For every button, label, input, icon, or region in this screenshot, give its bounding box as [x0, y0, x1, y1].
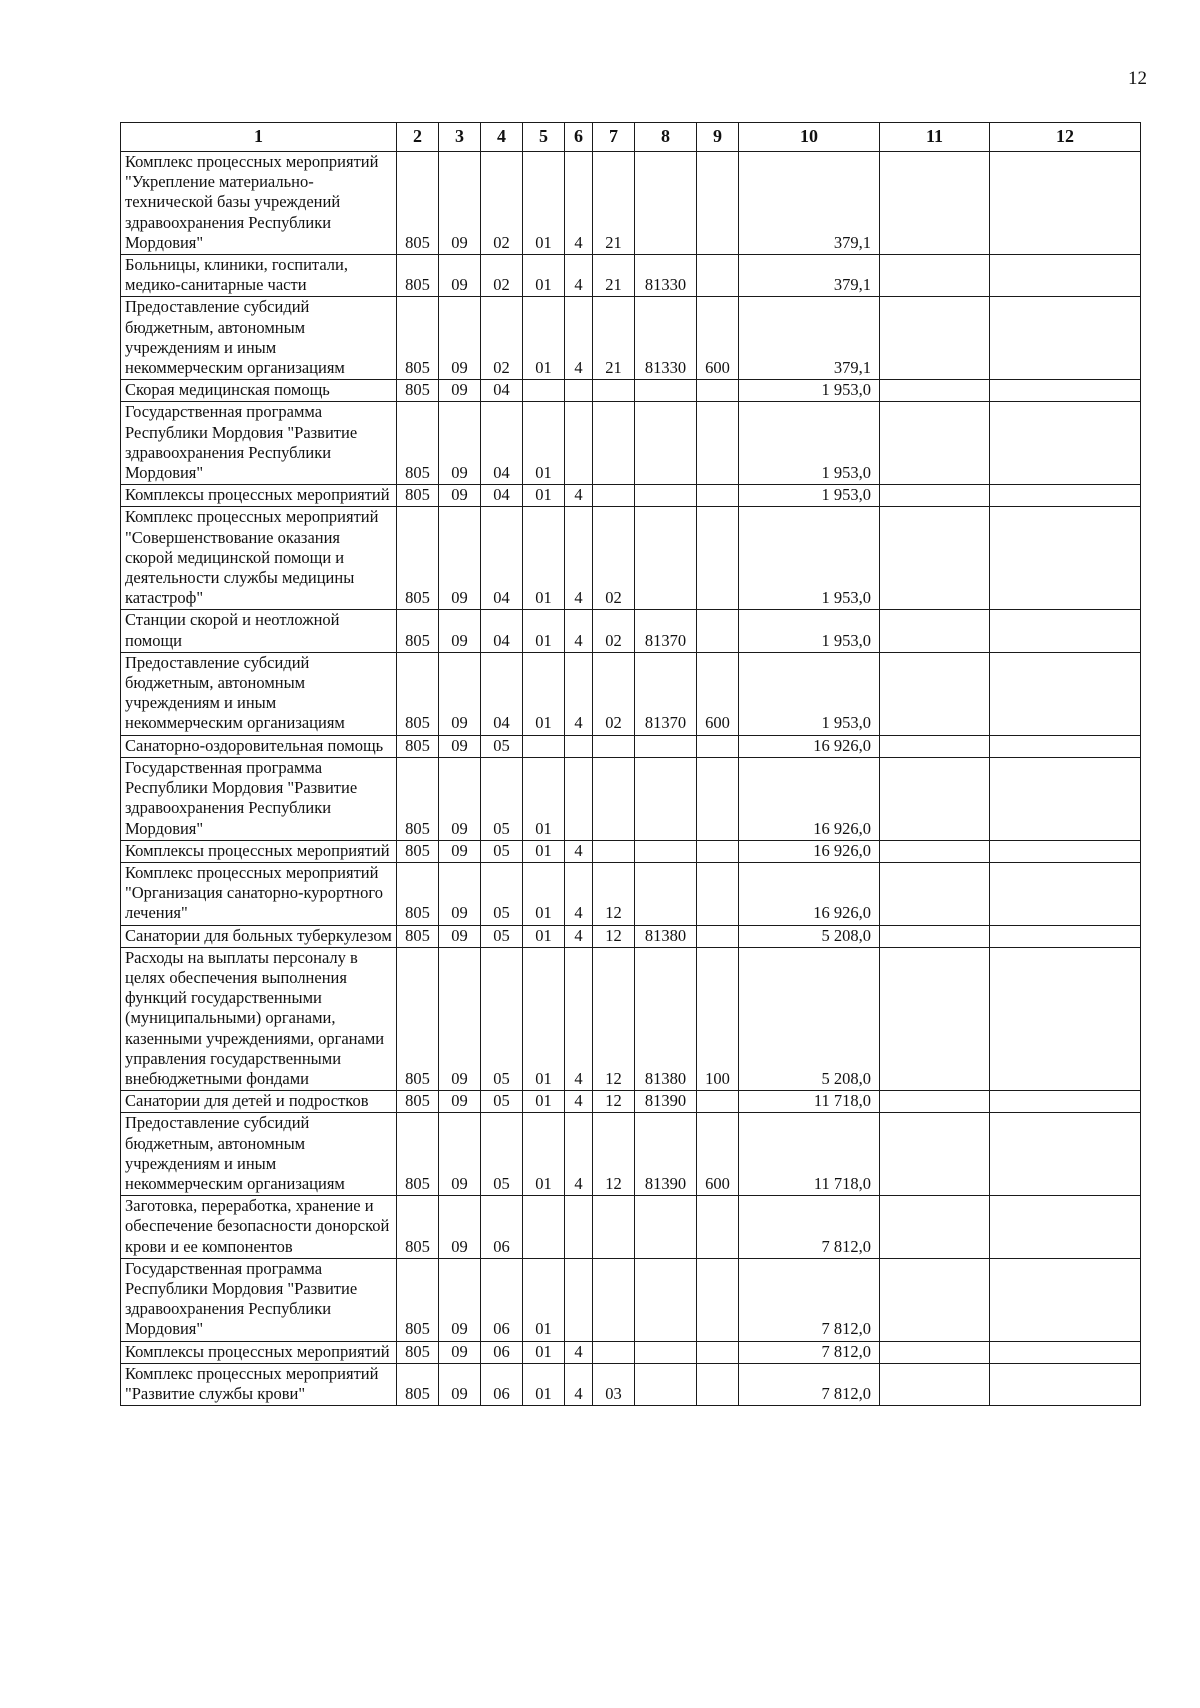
amount-cell: 5 208,0 [739, 925, 880, 947]
column-12-cell [990, 1258, 1141, 1341]
section-code-cell: 09 [439, 925, 481, 947]
program-code-cell: 01 [523, 610, 565, 652]
column-11-cell [880, 380, 990, 402]
structural-element-cell: 21 [593, 255, 635, 297]
direction-code-cell: 81330 [635, 297, 697, 380]
program-type-cell: 4 [565, 1341, 593, 1363]
expense-name-cell: Комплекс процессных мероприятий "Развитие службы крови" [121, 1363, 397, 1405]
amount-cell: 16 926,0 [739, 840, 880, 862]
ministry-code-cell: 805 [397, 652, 439, 735]
structural-element-cell: 12 [593, 862, 635, 925]
column-12-cell [990, 1196, 1141, 1259]
amount-cell: 5 208,0 [739, 947, 880, 1090]
column-12-cell [990, 1363, 1141, 1405]
ministry-code-cell: 805 [397, 152, 439, 255]
ministry-code-cell: 805 [397, 610, 439, 652]
section-code-cell: 09 [439, 485, 481, 507]
column-11-cell [880, 947, 990, 1090]
subsection-code-cell: 02 [481, 152, 523, 255]
section-code-cell: 09 [439, 1258, 481, 1341]
amount-cell: 1 953,0 [739, 610, 880, 652]
column-12-cell [990, 297, 1141, 380]
expense-name-cell: Комплексы процессных мероприятий [121, 840, 397, 862]
subsection-code-cell: 05 [481, 925, 523, 947]
expense-type-cell [697, 255, 739, 297]
program-code-cell: 01 [523, 1258, 565, 1341]
expense-type-cell [697, 610, 739, 652]
expense-type-cell: 600 [697, 652, 739, 735]
column-11-cell [880, 757, 990, 840]
subsection-code-cell: 04 [481, 380, 523, 402]
program-type-cell: 4 [565, 652, 593, 735]
program-code-cell: 01 [523, 862, 565, 925]
expense-name-cell: Комплекс процессных мероприятий "Организация санаторно-курортного лечения" [121, 862, 397, 925]
program-code-cell: 01 [523, 1091, 565, 1113]
section-code-cell: 09 [439, 757, 481, 840]
section-code-cell: 09 [439, 862, 481, 925]
subsection-code-cell: 05 [481, 840, 523, 862]
subsection-code-cell: 06 [481, 1363, 523, 1405]
program-type-cell: 4 [565, 840, 593, 862]
table-row [121, 1091, 1141, 1113]
program-code-cell: 01 [523, 840, 565, 862]
ministry-code-cell: 805 [397, 925, 439, 947]
column-12-cell [990, 1113, 1141, 1196]
ministry-code-cell: 805 [397, 947, 439, 1090]
amount-cell: 1 953,0 [739, 652, 880, 735]
subsection-code-cell: 05 [481, 862, 523, 925]
structural-element-cell: 21 [593, 297, 635, 380]
table-row [121, 297, 1141, 380]
expense-name-cell: Комплекс процессных мероприятий "Совершенствование оказания скорой медицинской помощи и деятельности службы медицины катастроф" [121, 507, 397, 610]
direction-code-cell [635, 1341, 697, 1363]
program-type-cell: 4 [565, 507, 593, 610]
program-code-cell [523, 380, 565, 402]
column-11-cell [880, 402, 990, 485]
structural-element-cell [593, 485, 635, 507]
direction-code-cell [635, 1258, 697, 1341]
column-header: 8 [635, 123, 697, 152]
subsection-code-cell: 05 [481, 1113, 523, 1196]
expense-type-cell: 100 [697, 947, 739, 1090]
expense-type-cell [697, 1258, 739, 1341]
ministry-code-cell: 805 [397, 862, 439, 925]
amount-cell: 11 718,0 [739, 1113, 880, 1196]
program-code-cell [523, 1196, 565, 1259]
amount-cell: 379,1 [739, 255, 880, 297]
direction-code-cell [635, 507, 697, 610]
program-type-cell: 4 [565, 485, 593, 507]
amount-cell: 1 953,0 [739, 485, 880, 507]
section-code-cell: 09 [439, 297, 481, 380]
section-code-cell: 09 [439, 1363, 481, 1405]
expense-type-cell: 600 [697, 1113, 739, 1196]
column-12-cell [990, 925, 1141, 947]
ministry-code-cell: 805 [397, 1091, 439, 1113]
column-header: 1 [121, 123, 397, 152]
column-header: 11 [880, 123, 990, 152]
column-12-cell [990, 757, 1141, 840]
structural-element-cell [593, 757, 635, 840]
column-header: 10 [739, 123, 880, 152]
program-code-cell: 01 [523, 485, 565, 507]
amount-cell: 16 926,0 [739, 757, 880, 840]
column-11-cell [880, 485, 990, 507]
column-header: 2 [397, 123, 439, 152]
subsection-code-cell: 04 [481, 485, 523, 507]
expense-type-cell: 600 [697, 297, 739, 380]
program-type-cell: 4 [565, 1363, 593, 1405]
section-code-cell: 09 [439, 652, 481, 735]
expense-type-cell [697, 757, 739, 840]
expense-type-cell [697, 840, 739, 862]
ministry-code-cell: 805 [397, 507, 439, 610]
structural-element-cell: 12 [593, 1091, 635, 1113]
table-row [121, 1196, 1141, 1259]
expense-name-cell: Предоставление субсидий бюджетным, автономным учреждениям и иным некоммерческим организациям [121, 297, 397, 380]
structural-element-cell [593, 380, 635, 402]
program-code-cell: 01 [523, 1363, 565, 1405]
section-code-cell: 09 [439, 152, 481, 255]
table-row [121, 925, 1141, 947]
structural-element-cell [593, 1258, 635, 1341]
amount-cell: 7 812,0 [739, 1258, 880, 1341]
column-header: 5 [523, 123, 565, 152]
expense-name-cell: Комплекс процессных мероприятий "Укрепление материально-технической базы учреждений здравоохранения Республики Мордовия" [121, 152, 397, 255]
table-row [121, 652, 1141, 735]
section-code-cell: 09 [439, 1091, 481, 1113]
section-code-cell: 09 [439, 380, 481, 402]
expense-name-cell: Государственная программа Республики Мордовия "Развитие здравоохранения Республики Мордовия" [121, 1258, 397, 1341]
column-12-cell [990, 255, 1141, 297]
direction-code-cell [635, 402, 697, 485]
ministry-code-cell: 805 [397, 297, 439, 380]
column-12-cell [990, 507, 1141, 610]
column-12-cell [990, 380, 1141, 402]
subsection-code-cell: 02 [481, 255, 523, 297]
program-code-cell: 01 [523, 925, 565, 947]
expense-name-cell: Скорая медицинская помощь [121, 380, 397, 402]
table-row [121, 1341, 1141, 1363]
table-row [121, 947, 1141, 1090]
program-type-cell: 4 [565, 152, 593, 255]
program-type-cell [565, 757, 593, 840]
amount-cell: 16 926,0 [739, 735, 880, 757]
expense-type-cell [697, 152, 739, 255]
subsection-code-cell: 04 [481, 610, 523, 652]
direction-code-cell [635, 757, 697, 840]
direction-code-cell: 81380 [635, 947, 697, 1090]
expense-name-cell: Станции скорой и неотложной помощи [121, 610, 397, 652]
column-12-cell [990, 1341, 1141, 1363]
subsection-code-cell: 02 [481, 297, 523, 380]
expense-name-cell: Расходы на выплаты персоналу в целях обеспечения выполнения функций государственными (муниципальными) органами, казенными учреждениями, органами управления государственными внебюджетными фондами [121, 947, 397, 1090]
expense-type-cell [697, 862, 739, 925]
program-code-cell: 01 [523, 1341, 565, 1363]
column-11-cell [880, 152, 990, 255]
column-12-cell [990, 862, 1141, 925]
subsection-code-cell: 05 [481, 735, 523, 757]
column-11-cell [880, 862, 990, 925]
direction-code-cell [635, 1196, 697, 1259]
budget-table [120, 122, 1141, 1406]
section-code-cell: 09 [439, 947, 481, 1090]
section-code-cell: 09 [439, 1341, 481, 1363]
ministry-code-cell: 805 [397, 380, 439, 402]
direction-code-cell [635, 735, 697, 757]
amount-cell: 1 953,0 [739, 507, 880, 610]
ministry-code-cell: 805 [397, 255, 439, 297]
structural-element-cell [593, 840, 635, 862]
expense-type-cell [697, 1196, 739, 1259]
expense-name-cell: Предоставление субсидий бюджетным, автономным учреждениям и иным некоммерческим организациям [121, 1113, 397, 1196]
direction-code-cell: 81390 [635, 1113, 697, 1196]
column-11-cell [880, 735, 990, 757]
expense-type-cell [697, 1341, 739, 1363]
column-12-cell [990, 610, 1141, 652]
table-row [121, 757, 1141, 840]
section-code-cell: 09 [439, 840, 481, 862]
structural-element-cell: 02 [593, 652, 635, 735]
program-type-cell [565, 1196, 593, 1259]
ministry-code-cell: 805 [397, 1341, 439, 1363]
expense-type-cell [697, 507, 739, 610]
subsection-code-cell: 05 [481, 1091, 523, 1113]
section-code-cell: 09 [439, 735, 481, 757]
expense-type-cell [697, 402, 739, 485]
structural-element-cell: 12 [593, 1113, 635, 1196]
program-code-cell: 01 [523, 507, 565, 610]
column-header: 7 [593, 123, 635, 152]
structural-element-cell [593, 1196, 635, 1259]
expense-type-cell [697, 485, 739, 507]
amount-cell: 379,1 [739, 297, 880, 380]
section-code-cell: 09 [439, 1196, 481, 1259]
expense-name-cell: Санаторно-оздоровительная помощь [121, 735, 397, 757]
structural-element-cell: 12 [593, 925, 635, 947]
amount-cell: 7 812,0 [739, 1363, 880, 1405]
expense-name-cell: Государственная программа Республики Мордовия "Развитие здравоохранения Республики Мордовия" [121, 402, 397, 485]
structural-element-cell [593, 402, 635, 485]
column-12-cell [990, 1091, 1141, 1113]
column-11-cell [880, 255, 990, 297]
column-12-cell [990, 735, 1141, 757]
table-row [121, 862, 1141, 925]
table-row [121, 380, 1141, 402]
program-type-cell: 4 [565, 947, 593, 1090]
header-row [121, 123, 1141, 152]
column-12-cell [990, 947, 1141, 1090]
ministry-code-cell: 805 [397, 485, 439, 507]
program-code-cell: 01 [523, 757, 565, 840]
direction-code-cell: 81370 [635, 610, 697, 652]
direction-code-cell: 81380 [635, 925, 697, 947]
expense-name-cell: Предоставление субсидий бюджетным, автономным учреждениям и иным некоммерческим организациям [121, 652, 397, 735]
column-12-cell [990, 652, 1141, 735]
table-row [121, 255, 1141, 297]
section-code-cell: 09 [439, 507, 481, 610]
column-11-cell [880, 507, 990, 610]
column-11-cell [880, 840, 990, 862]
column-11-cell [880, 1091, 990, 1113]
column-header: 4 [481, 123, 523, 152]
table-row [121, 507, 1141, 610]
program-type-cell [565, 402, 593, 485]
column-12-cell [990, 840, 1141, 862]
ministry-code-cell: 805 [397, 1258, 439, 1341]
column-11-cell [880, 1113, 990, 1196]
column-11-cell [880, 297, 990, 380]
amount-cell: 11 718,0 [739, 1091, 880, 1113]
direction-code-cell: 81330 [635, 255, 697, 297]
ministry-code-cell: 805 [397, 1363, 439, 1405]
subsection-code-cell: 05 [481, 757, 523, 840]
structural-element-cell [593, 735, 635, 757]
expense-name-cell: Комплексы процессных мероприятий [121, 485, 397, 507]
table-row [121, 1258, 1141, 1341]
direction-code-cell: 81370 [635, 652, 697, 735]
expense-name-cell: Государственная программа Республики Мордовия "Развитие здравоохранения Республики Мордовия" [121, 757, 397, 840]
section-code-cell: 09 [439, 402, 481, 485]
program-type-cell: 4 [565, 610, 593, 652]
column-11-cell [880, 1258, 990, 1341]
program-code-cell [523, 735, 565, 757]
expense-type-cell [697, 735, 739, 757]
column-11-cell [880, 610, 990, 652]
program-type-cell [565, 1258, 593, 1341]
table-row [121, 152, 1141, 255]
expense-name-cell: Санатории для больных туберкулезом [121, 925, 397, 947]
section-code-cell: 09 [439, 255, 481, 297]
table-row [121, 485, 1141, 507]
column-12-cell [990, 402, 1141, 485]
program-code-cell: 01 [523, 152, 565, 255]
program-type-cell: 4 [565, 297, 593, 380]
expense-name-cell: Заготовка, переработка, хранение и обеспечение безопасности донорской крови и ее компонентов [121, 1196, 397, 1259]
program-type-cell: 4 [565, 1113, 593, 1196]
structural-element-cell: 02 [593, 610, 635, 652]
page-number: 12 [1128, 68, 1147, 89]
structural-element-cell: 12 [593, 947, 635, 1090]
section-code-cell: 09 [439, 1113, 481, 1196]
program-code-cell: 01 [523, 255, 565, 297]
subsection-code-cell: 04 [481, 652, 523, 735]
ministry-code-cell: 805 [397, 735, 439, 757]
expense-type-cell [697, 380, 739, 402]
program-code-cell: 01 [523, 652, 565, 735]
section-code-cell: 09 [439, 610, 481, 652]
table-row [121, 1363, 1141, 1405]
expense-type-cell [697, 1091, 739, 1113]
direction-code-cell [635, 840, 697, 862]
subsection-code-cell: 04 [481, 402, 523, 485]
direction-code-cell [635, 152, 697, 255]
ministry-code-cell: 805 [397, 1113, 439, 1196]
program-code-cell: 01 [523, 1113, 565, 1196]
table-row [121, 840, 1141, 862]
expense-type-cell [697, 1363, 739, 1405]
program-type-cell: 4 [565, 255, 593, 297]
direction-code-cell [635, 485, 697, 507]
amount-cell: 16 926,0 [739, 862, 880, 925]
column-11-cell [880, 1363, 990, 1405]
column-header: 9 [697, 123, 739, 152]
table-row [121, 735, 1141, 757]
table-row [121, 1113, 1141, 1196]
column-12-cell [990, 152, 1141, 255]
expense-type-cell [697, 925, 739, 947]
program-type-cell [565, 380, 593, 402]
expense-name-cell: Больницы, клиники, госпитали, медико-санитарные части [121, 255, 397, 297]
subsection-code-cell: 05 [481, 947, 523, 1090]
program-type-cell: 4 [565, 1091, 593, 1113]
table-row [121, 402, 1141, 485]
ministry-code-cell: 805 [397, 1196, 439, 1259]
subsection-code-cell: 06 [481, 1258, 523, 1341]
column-11-cell [880, 1196, 990, 1259]
column-11-cell [880, 1341, 990, 1363]
direction-code-cell: 81390 [635, 1091, 697, 1113]
table-body [121, 152, 1141, 1406]
column-header: 12 [990, 123, 1141, 152]
program-code-cell: 01 [523, 402, 565, 485]
direction-code-cell [635, 1363, 697, 1405]
expense-name-cell: Комплексы процессных мероприятий [121, 1341, 397, 1363]
ministry-code-cell: 805 [397, 757, 439, 840]
column-11-cell [880, 652, 990, 735]
program-code-cell: 01 [523, 947, 565, 1090]
amount-cell: 7 812,0 [739, 1341, 880, 1363]
program-code-cell: 01 [523, 297, 565, 380]
amount-cell: 7 812,0 [739, 1196, 880, 1259]
column-12-cell [990, 485, 1141, 507]
direction-code-cell [635, 380, 697, 402]
subsection-code-cell: 06 [481, 1341, 523, 1363]
structural-element-cell [593, 1341, 635, 1363]
amount-cell: 1 953,0 [739, 380, 880, 402]
table-row [121, 610, 1141, 652]
program-type-cell: 4 [565, 862, 593, 925]
column-header: 3 [439, 123, 481, 152]
amount-cell: 379,1 [739, 152, 880, 255]
ministry-code-cell: 805 [397, 402, 439, 485]
subsection-code-cell: 04 [481, 507, 523, 610]
amount-cell: 1 953,0 [739, 402, 880, 485]
direction-code-cell [635, 862, 697, 925]
structural-element-cell: 02 [593, 507, 635, 610]
ministry-code-cell: 805 [397, 840, 439, 862]
subsection-code-cell: 06 [481, 1196, 523, 1259]
program-type-cell: 4 [565, 925, 593, 947]
expense-name-cell: Санатории для детей и подростков [121, 1091, 397, 1113]
structural-element-cell: 03 [593, 1363, 635, 1405]
column-header: 6 [565, 123, 593, 152]
program-type-cell [565, 735, 593, 757]
column-11-cell [880, 925, 990, 947]
structural-element-cell: 21 [593, 152, 635, 255]
